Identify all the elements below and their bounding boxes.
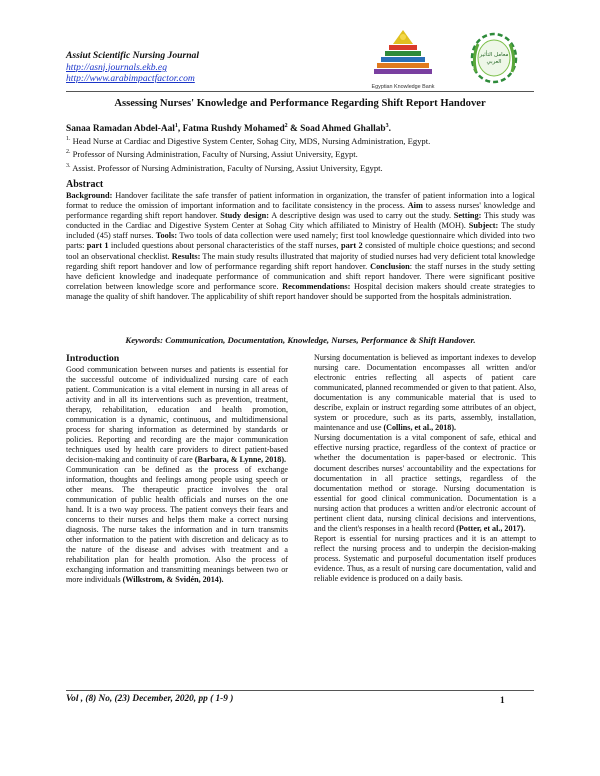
- ekb-logo: [353, 28, 453, 90]
- affiliation-item: $^{3.}$ Assist. Professor of Nursing Administration, Faculty of Nursing, Assiut University, Egypt.: [66, 162, 383, 173]
- introduction-heading: Introduction: [66, 353, 120, 364]
- author-3: Soad Ahmed Ghallab: [300, 124, 386, 134]
- paragraph: Nursing documentation is a vital component of safe, ethical and effective nursing practice, regardless of the context of practice or whether the documentation is paper-based or electronic. This document describes nurses' accountability and the expectations for documentation in all practice settings, regardless of the documentation method or storage. Nursing documentation is essential for good clinical communication. Documentation is a nursing action that produces a written and/or electronic account of pertinent client data, nursing clinical decisions and interventions, and the client's responses in a health record (Potter, et al., 2017).: [314, 433, 536, 533]
- author-list: Sanaa Ramadan Abdel-Aal$^1$, Fatma Rushdy Mohamed$^2$ & Soad Ahmed Ghallab$^3$.: [66, 122, 391, 134]
- author-2-affil: 2: [284, 122, 288, 129]
- footer-divider: [66, 690, 534, 691]
- seal-text: معامل التأثير العربي: [479, 52, 509, 65]
- paper-title: Assessing Nurses' Knowledge and Performance Regarding Shift Report Handover: [114, 98, 486, 109]
- keywords: Keywords: Communication, Documentation, Knowledge, Nurses, Performance & Shift Handover.: [125, 335, 476, 345]
- arab-impact-factor-seal: [462, 26, 526, 88]
- footer-citation: Vol , (8) No, (23) December, 2020, pp ( 1-9 ): [66, 694, 234, 704]
- abstract-heading: Abstract: [66, 179, 104, 190]
- affiliation-item: $^{1.}$ Head Nurse at Cardiac and Digestive System Center, Sohag City, MDS, Nursing Administration, Egypt.: [66, 136, 431, 146]
- journal-url-arabimpact[interactable]: http://www.arabimpactfactor.com: [66, 73, 195, 84]
- body-column-left: [66, 353, 288, 586]
- journal-name: Assiut Scientific Nursing Journal: [66, 50, 200, 61]
- header-divider: [66, 91, 534, 92]
- affiliation-item: $^{2.}$ Professor of Nursing Administration, Faculty of Nursing, Assiut University, Egypt.: [66, 149, 358, 160]
- abstract: Abstract Background: Handover facilitate the safe transfer of patient information in organization, the transfer of patient information into a logical format to reduce the omission of important information and to facilitate consistency in the process. Aim to assess nurses' knowledge and performance regarding shift report handover. Study design: A descriptive design was used to carry out the study. Setting: This study was conducted in the Cardiac and Digestive System Center at Sohag City which affiliated to Ministry of Health (MOH). Subject: The study included (45) staff nurses. Tools: Two tools of data collection were used namely; first tool knowledge questionnaire which divided into two parts: part 1 included questions about personal characteristics of the staff nurses, part 2 consisted of multiple choice questions; and second tool an observational checklist. Results: The main study results illustrated that majority of studied nurses had very deficient total knowledge regarding shift report handover and low of performance regarding shift report handover. Conclusion: the staff nurses in the study setting have deficient knowledge and inadequate performance of communication and shift report handover. There were significant positive correlation between knowledge score and performance score. Recommendations: Hospital decision makers should create strategies to manage the quality of shift handover. The applicability of shift report handover should be supported from the hospitals administration.: [66, 179, 536, 301]
- affiliations: [66, 135, 536, 175]
- author-2: Fatma Rushdy Mohamed: [182, 124, 285, 134]
- journal-header: [66, 50, 199, 85]
- ekb-books-icon: [371, 28, 435, 78]
- ekb-caption: Egyptian Knowledge Bank: [371, 84, 435, 90]
- author-3-affil: 3: [385, 122, 389, 129]
- paragraph: Nursing documentation is believed as important indexes to develop nursing care. Documentation encompasses all written and/or electronic entries reflecting all aspects of patient care communicated, planned recommended or given to that patient. Also, documentation is any communicable material that is used to describe, explain or instruct regarding some attributes of an object, system or procedure, such as its parts, assembly, installation, maintenance and use (Collins, et al., 2018).: [314, 353, 536, 433]
- journal-url-asnj[interactable]: http://asnj.journals.ekb.eg: [66, 61, 167, 73]
- paragraph: Good communication between nurses and patients is essential for the successful outcome of individualized nursing care of each patient. Communication is a vital element in nursing in all areas of activity and in all its interventions such as prevention, treatment, therapy, rehabilitation, education and health promotion, communication is a dynamic, continuous, and multidimensional process for sharing information as determined by standards or policies. Reporting and recording are the major communication techniques used by health care providers to direct patient-based decision-making and continuity of care (Barbara, & Lynne, 2018).: [66, 364, 288, 464]
- body-column-right: [314, 353, 536, 584]
- author-1: Sanaa Ramadan Abdel-Aal: [66, 124, 175, 134]
- page-number: 1: [500, 696, 505, 706]
- paragraph: Communication can be defined as the process of exchange information, thoughts and feelings among people using speech or other means. The therapeutic practice involves the oral communication of public health officials and nurses on the one hand. It is a two way process. The patient conveys their fears and concerns to their nurses and helps them make a correct nursing diagnosis. The nurse takes the information and in turn transmits other information to the patient with discretion and delicacy as to the nature of the disease and advises with treatment and a rehabilitation plan for health promotion. Also the process of exchanging information and transmitting meanings between two or more individuals (Wilkstrom, & Svidén, 2014).: [66, 464, 288, 585]
- author-1-affil: 1: [174, 122, 178, 129]
- paragraph: Report is essential for nursing practices and it is an attempt to reflect the nursing process and to underpin the decision-making process. Systematic and purposeful documentation itself produces evidence. Thus, as a result of nursing care documentation, valid and reliable evidence is produced on a daily basis.: [314, 533, 536, 584]
